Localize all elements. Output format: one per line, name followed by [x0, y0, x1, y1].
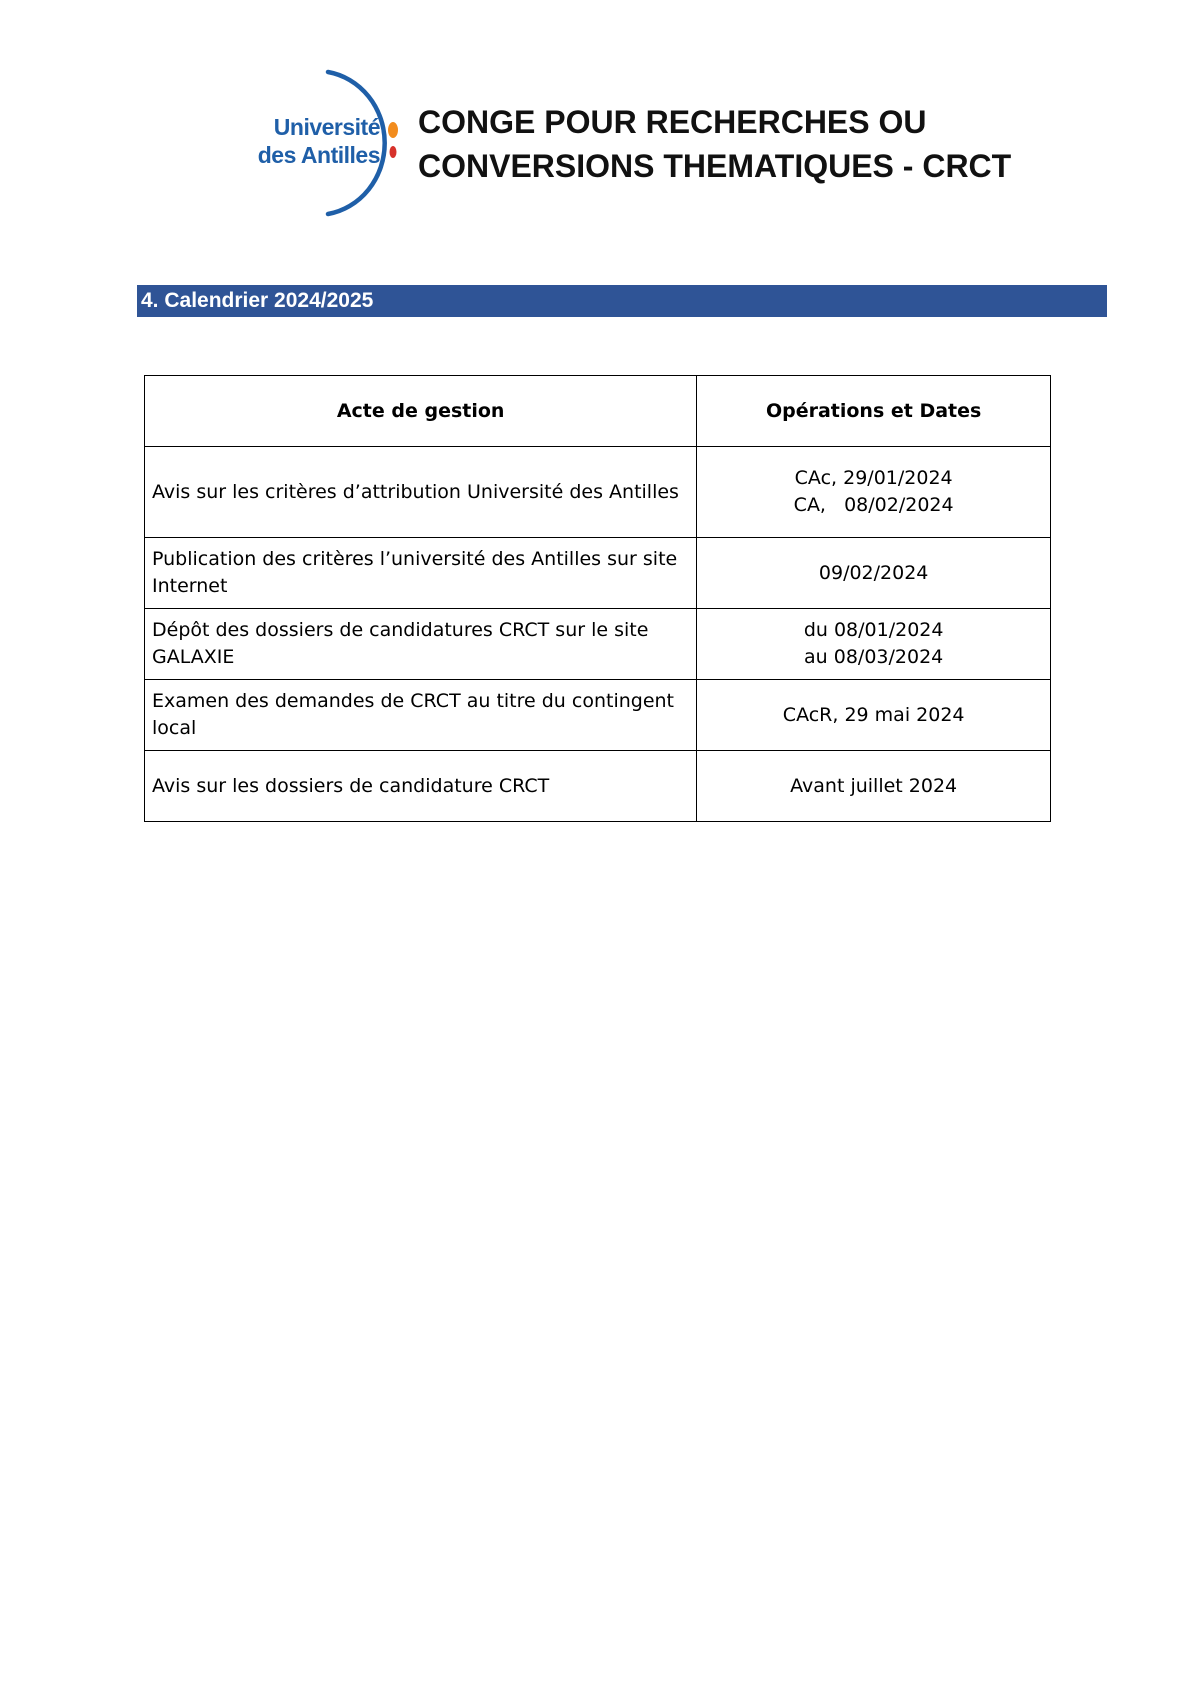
university-logo [240, 68, 405, 218]
logo-line-2: des Antilles [257, 142, 380, 168]
acte-cell: Avis sur les critères d’attribution Université des Antilles [145, 447, 697, 538]
operation-cell [697, 538, 1051, 609]
operation-cell [697, 680, 1051, 751]
operation-cell [697, 609, 1051, 680]
acte-cell: Publication des critères l’université des Antilles sur site Internet [145, 538, 697, 609]
table-row [145, 680, 1051, 751]
document-title [418, 100, 1011, 188]
operation-line: CA, 08/02/2024 [793, 494, 954, 516]
operation-line: Avant juillet 2024 [790, 774, 958, 797]
logo-wordmark [246, 113, 380, 169]
title-line-2: CONVERSIONS THEMATIQUES - CRCT [418, 148, 1012, 184]
operation-cell [697, 751, 1051, 822]
acte-cell: Dépôt des dossiers de candidatures CRCT sur le site GALAXIE [145, 609, 697, 680]
page-header [240, 68, 1012, 218]
logo-line-1: Université [273, 114, 380, 140]
operation-cell [697, 447, 1051, 538]
operation-line: 09/02/2024 [818, 561, 929, 584]
table-header-row [145, 376, 1051, 447]
column-header-operations: Opérations et Dates [697, 376, 1051, 447]
title-line-1: CONGE POUR RECHERCHES OU [418, 104, 927, 140]
operation-line: du 08/01/2024 [803, 619, 944, 641]
section-heading: 4. Calendrier 2024/2025 [137, 285, 1107, 317]
acte-cell: Examen des demandes de CRCT au titre du contingent local [145, 680, 697, 751]
operation-line: CAcR, 29 mai 2024 [782, 703, 965, 726]
table-row [145, 447, 1051, 538]
table-row [145, 751, 1051, 822]
acte-cell: Avis sur les dossiers de candidature CRCT [145, 751, 697, 822]
calendar-table [144, 375, 1051, 822]
operation-line: au 08/03/2024 [804, 646, 944, 668]
table-row [145, 538, 1051, 609]
column-header-acte: Acte de gestion [145, 376, 697, 447]
table-row [145, 609, 1051, 680]
operation-line: CAc, 29/01/2024 [794, 467, 953, 489]
